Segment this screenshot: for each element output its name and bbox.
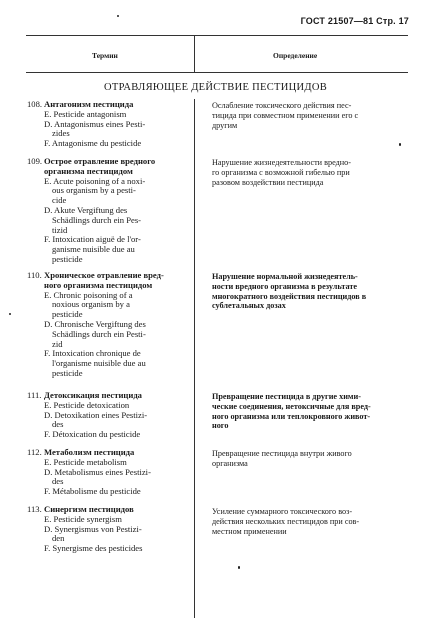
term-translation: E. Pesticide detoxication [44,399,130,410]
term-title: Детоксикация пестицида [44,390,142,400]
definition-line: действия нескольких пестицидов при сов- [212,516,360,526]
term-number: 113. [27,504,42,514]
term-translation: Schädlings durch ein Pes- [52,214,142,225]
definition-line: Нарушение жизнедеятельности вредно- [212,158,351,167]
definition-line: организма [212,458,248,468]
term-definition [212,101,406,130]
definition-line: сублетальных дозах [212,301,286,311]
term-definition [212,272,406,311]
term-title: Хроническое отравление вред- [44,270,164,280]
term-translation: E. Pesticide antagonism [44,108,127,119]
term-translation: F. Antagonisme du pesticide [44,138,142,149]
term-translation: des [52,419,64,430]
definition-line: Усиление суммарного токсического воз- [212,507,353,516]
term-translation: pesticide [52,367,83,378]
term-translation: Schädlings durch ein Pesti- [52,328,146,339]
table-top-rule [26,35,408,36]
term-title: организма пестицидом [44,165,133,176]
term-translation: l'organisme nuisible due au [52,358,146,369]
term-translation: D. Detoxikation eines Pestizi- [44,409,148,420]
term-number: 112. [27,447,42,457]
term-title: Острое отравление вредного [44,156,156,166]
term-translation: den [52,533,65,544]
definition-line: ного организма или теплокровного живот- [212,411,371,421]
term-number: 110. [27,270,42,280]
column-divider-body [194,99,195,618]
term-translation: cide [52,195,67,206]
definition-line: разовом воздействии пестицида [212,177,324,187]
term-translation: noxious organism by a [52,299,130,310]
term-translation: zides [52,128,70,139]
term-title: Метаболизм пестицида [44,447,135,457]
column-header-term: Термин [92,51,118,60]
term-translation: D. Synergismus von Pestizi- [44,523,142,534]
term-translation: pesticide [52,253,83,264]
term-translation: ous organism by a pesti- [52,185,136,196]
definition-line: ческие соединения, нетоксичные для вред- [212,401,371,411]
term-entry [27,100,190,149]
definition-line: местном применении [212,526,287,536]
term-translation: des [52,476,64,487]
column-header-definition: Определение [273,51,318,60]
term-number: 109. [27,156,43,166]
definition-line: Превращение пестицида в другие хими- [212,392,361,401]
definition-line: многократного воздействия пестицидов в [212,291,367,301]
term-translation: E. Pesticide metabolism [44,456,127,467]
print-speck [9,313,11,315]
term-translation: D. Chronische Vergiftung des [44,318,146,329]
column-divider-header [194,35,195,72]
term-translation: E. Chronic poisoning of a [44,289,133,300]
definition-line: ного [212,421,229,431]
print-speck [117,15,119,17]
table-header-rule [26,72,408,73]
term-translation: D. Akute Vergiftung des [44,204,128,215]
term-translation: pesticide [52,309,83,320]
definition-line: Превращение пестицида внутри живого [212,449,352,458]
term-translation: ganisme nuisible due au [52,244,135,255]
term-translation: F. Synergisme des pesticides [44,543,143,554]
term-translation: tizid [52,224,68,235]
term-number: 108. [27,99,43,109]
page-header: ГОСТ 21507—81 Стр. 17 [300,16,409,26]
term-translation: F. Intoxication aiguë de l'or- [44,234,141,245]
term-translation: zid [52,338,63,349]
term-title: Антагонизм пестицида [44,99,134,109]
term-definition [212,449,406,469]
print-speck [238,566,240,569]
term-entry [27,271,190,379]
term-number: 111. [27,390,42,400]
term-translation: E. Acute poisoning of a noxi- [44,175,146,186]
term-entry [27,448,190,497]
definition-line: го организма с возможной гибелью при [212,167,350,177]
term-entry [27,505,190,554]
term-definition [212,158,406,187]
definition-line: другим [212,120,238,130]
term-entry [27,391,190,440]
term-translation: F. Métabolisme du pesticide [44,486,141,497]
term-definition [212,507,406,536]
term-translation: F. Intoxication chronique de [44,348,141,359]
term-title: Синергизм пестицидов [44,504,134,514]
term-definition [212,392,406,431]
term-title: ного организма пестицидом [44,279,153,290]
section-title: ОТРАВЛЯЮЩЕЕ ДЕЙСТВИЕ ПЕСТИЦИДОВ [103,82,328,93]
definition-line: Нарушение нормальной жизнедеятель- [212,272,358,281]
term-entry [27,157,190,265]
definition-line: ности вредного организма в результате [212,281,358,291]
term-translation: D. Metabolismus eines Pestizi- [44,466,151,477]
term-translation: E. Pesticide synergism [44,513,122,524]
definition-line: тицида при совместном применении его с [212,110,359,120]
term-translation: D. Antagonismus eines Pesti- [44,118,146,129]
term-translation: F. Détoxication du pesticide [44,429,141,440]
definition-line: Ослабление токсического действия пес- [212,101,352,110]
print-speck [399,143,401,146]
